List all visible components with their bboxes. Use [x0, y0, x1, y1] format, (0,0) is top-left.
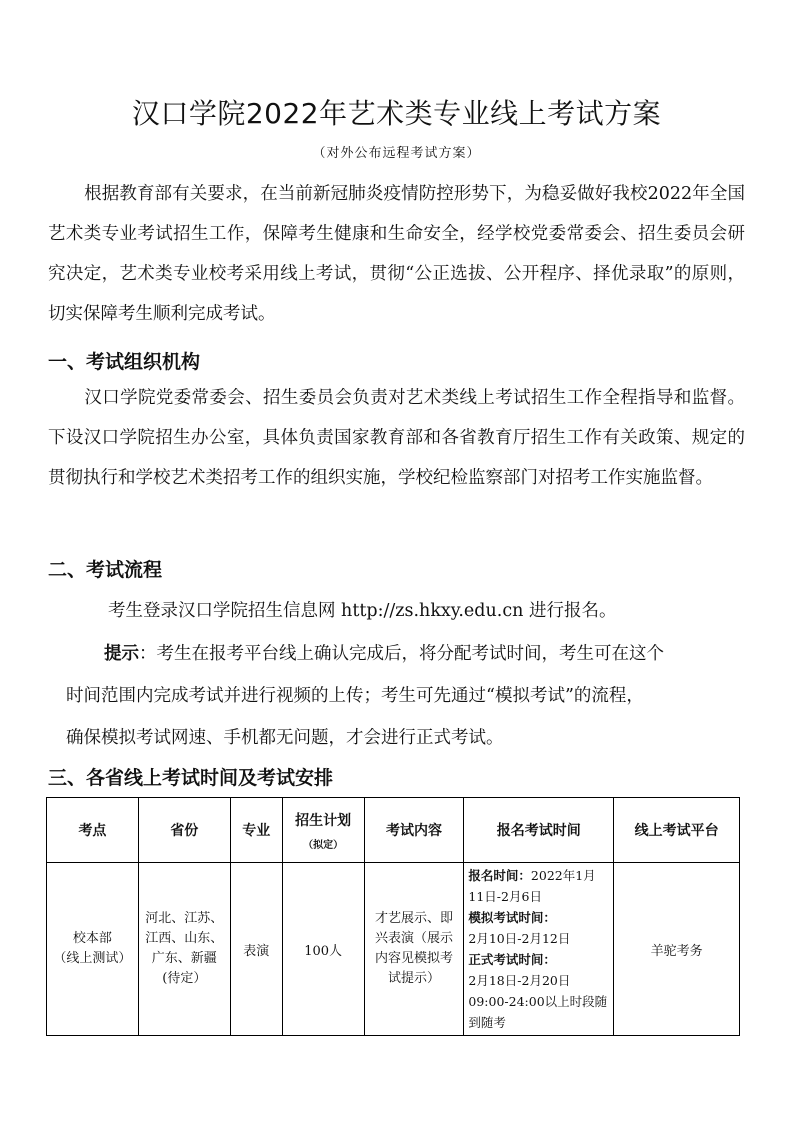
header-major: 专业 [230, 798, 282, 863]
section3-heading: 三、各省线上考试时间及考试安排 [48, 767, 334, 789]
content-line-1: 才艺展示、即 [374, 911, 453, 926]
province-line-2: 江西、山东、 [145, 931, 224, 946]
document-subtitle: （对外公布远程考试方案） [312, 146, 481, 161]
section1-paragraph [48, 378, 745, 498]
mock-label [468, 907, 609, 928]
cell-content [364, 863, 464, 1036]
reg-value-2: 11日-2月6日 [468, 889, 542, 904]
intro-paragraph [48, 174, 745, 334]
cell-time [464, 863, 614, 1036]
header-plan-note: （拟定） [303, 839, 344, 851]
cell-site [47, 863, 139, 1036]
site-line-2: （线上测试） [53, 951, 132, 966]
header-content: 考试内容 [364, 798, 464, 863]
formal-value-3: 到随考 [468, 1015, 506, 1030]
tip-line-2: 时间范围内完成考试并进行视频的上传；考生可先通过“模拟考试”的流程， [66, 686, 644, 706]
formal-label-text: 正式考试时间： [468, 952, 556, 967]
mock-label-text: 模拟考试时间： [468, 910, 556, 925]
header-plan-label: 招生计划 [295, 812, 352, 829]
cell-platform: 羊驼考务 [614, 863, 740, 1036]
content-line-3: 内容见模拟考 [374, 951, 453, 966]
cell-province [138, 863, 230, 1036]
site-line-1: 校本部 [72, 931, 112, 946]
section2-registration-text: 考生登录汉口学院招生信息网 http://zs.hkxy.edu.cn 进行报名。 [108, 601, 617, 621]
intro-text: 根据教育部有关要求，在当前新冠肺炎疫情防控形势下，为稳妥做好我校2022年全国艺术类专业考试招生工作，保障考生健康和生命安全，经学校党委常委会、招生委员会研究决定，艺术类专业校考采用线上考试，贯彻“公正选拔、公开程序、择优录取”的原则，切实保障考生顺利完成考试。 [48, 184, 745, 324]
time-block [468, 865, 609, 1033]
exam-schedule-table [46, 797, 740, 1036]
content-line-4: 试提示） [387, 971, 440, 986]
reg-value-1: 2022年1月 [530, 868, 596, 883]
table-row [47, 863, 740, 1036]
tip-line-1 [104, 640, 664, 665]
mock-value: 2月10日-2月12日 [468, 931, 571, 946]
province-line-4: (待定） [162, 971, 207, 986]
header-province: 省份 [138, 798, 230, 863]
cell-major: 表演 [230, 863, 282, 1036]
province-line-1: 河北、江苏、 [145, 911, 224, 926]
formal-value-1: 2月18日-2月20日 [468, 973, 571, 988]
section1-text: 汉口学院党委常委会、招生委员会负责对艺术类线上考试招生工作全程指导和监督。下设汉口学院招生办公室，具体负责国家教育部和各省教育厅招生工作有关政策、规定的贯彻执行和学校艺术类招考工作的组织实施，学校纪检监察部门对招考工作实施监督。 [48, 388, 745, 488]
document-title: 汉口学院2022年艺术类专业线上考试方案 [131, 97, 662, 130]
tip-line-3: 确保模拟考试网速、手机都无问题，才会进行正式考试。 [66, 728, 504, 748]
table-header-row [47, 798, 740, 863]
tip-label: 提示 [104, 644, 139, 664]
reg-label: 报名时间： [468, 868, 531, 883]
formal-label [468, 949, 609, 970]
header-site: 考点 [47, 798, 139, 863]
formal-value-2: 09:00-24:00以上时段随 [468, 994, 608, 1009]
header-time: 报名考试时间 [464, 798, 614, 863]
header-platform: 线上考试平台 [614, 798, 740, 863]
province-line-3: 广东、新疆 [151, 951, 217, 966]
tip-line1-text: ：考生在报考平台线上确认完成后，将分配考试时间，考生可在这个 [139, 644, 664, 664]
header-plan [282, 798, 364, 863]
reg-line-1 [468, 865, 609, 886]
cell-plan: 100人 [282, 863, 364, 1036]
section2-heading: 二、考试流程 [48, 559, 163, 581]
section1-heading: 一、考试组织机构 [48, 351, 201, 373]
content-line-2: 兴表演（展示 [374, 931, 453, 946]
